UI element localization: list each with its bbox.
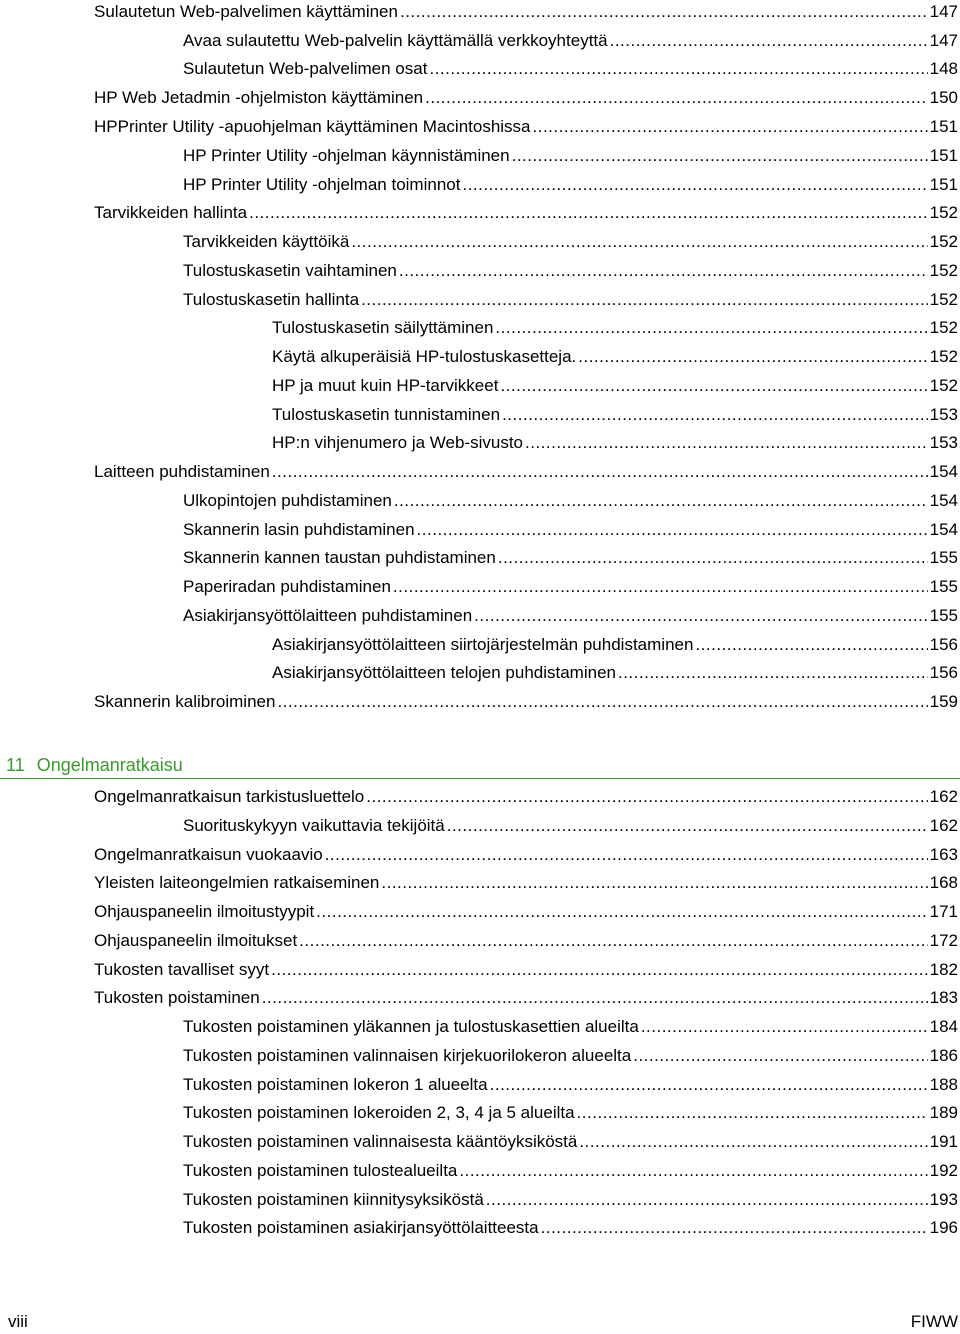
toc-entry[interactable] xyxy=(94,1,958,23)
dot-leader xyxy=(262,987,928,1009)
toc-entry-page: 152 xyxy=(929,347,958,366)
toc-entry-title: Tukosten poistaminen xyxy=(94,988,260,1007)
toc-entry[interactable] xyxy=(183,490,958,512)
toc-entry[interactable] xyxy=(183,289,958,311)
toc-entry[interactable] xyxy=(183,1189,958,1211)
dot-leader xyxy=(577,1102,928,1124)
toc-entry-title: HP:n vihjenumero ja Web-sivusto xyxy=(272,433,524,452)
dot-leader xyxy=(447,815,928,837)
toc-entry[interactable] xyxy=(183,815,958,837)
toc-entry-page: 154 xyxy=(929,491,958,510)
toc-entry[interactable] xyxy=(94,901,958,923)
dot-leader xyxy=(486,1189,928,1211)
toc-entry-page: 152 xyxy=(929,290,958,309)
toc-entry[interactable] xyxy=(94,691,958,713)
toc-entry-page: 171 xyxy=(929,902,958,921)
toc-entry[interactable] xyxy=(94,461,958,483)
toc-entry-title: Ongelmanratkaisun vuokaavio xyxy=(94,845,323,864)
toc-entry-title: Asiakirjansyöttölaitteen telojen puhdistaminen xyxy=(272,663,616,682)
toc-entry-page: 153 xyxy=(929,433,958,452)
toc-entry-page: 162 xyxy=(929,816,958,835)
toc-entry[interactable] xyxy=(272,375,958,397)
dot-leader xyxy=(277,691,927,713)
dot-leader xyxy=(695,634,927,656)
chapter-divider xyxy=(0,778,960,779)
toc-entry-title: Tukosten tavalliset syyt xyxy=(94,960,270,979)
toc-entry-title: Paperiradan puhdistaminen xyxy=(183,577,391,596)
toc-entry-page: 192 xyxy=(929,1161,958,1180)
toc-entry-page: 147 xyxy=(929,31,958,50)
toc-entry[interactable] xyxy=(94,786,958,808)
toc-entry-title: Skannerin kannen taustan puhdistaminen xyxy=(183,548,496,567)
toc-entry[interactable] xyxy=(183,1045,958,1067)
dot-leader xyxy=(498,547,928,569)
toc-entry[interactable] xyxy=(94,844,958,866)
toc-entry-page: 184 xyxy=(929,1017,958,1036)
toc-entry[interactable] xyxy=(272,432,958,454)
dot-leader xyxy=(541,1217,928,1239)
toc-entry-title: Tukosten poistaminen yläkannen ja tulostuskasettien alueilta xyxy=(183,1017,639,1036)
toc-entry[interactable] xyxy=(272,662,958,684)
toc-entry-page: 152 xyxy=(929,261,958,280)
toc-entry-title: Tulostuskasetin hallinta xyxy=(183,290,360,309)
toc-entry-page: 153 xyxy=(929,405,958,424)
toc-entry[interactable] xyxy=(94,116,958,138)
toc-entry-page: 151 xyxy=(929,146,958,165)
toc-entry-page: 154 xyxy=(929,520,958,539)
dot-leader xyxy=(272,461,928,483)
toc-entry[interactable] xyxy=(183,1131,958,1153)
toc-entry-title: Tukosten poistaminen lokeroiden 2, 3, 4 ja 5 alueilta xyxy=(183,1103,575,1122)
toc-entry[interactable] xyxy=(183,1160,958,1182)
toc-entry[interactable] xyxy=(183,519,958,541)
toc-entry-title: Tarvikkeiden hallinta xyxy=(94,203,248,222)
toc-entry[interactable] xyxy=(183,1074,958,1096)
dot-leader xyxy=(351,231,927,253)
dot-leader xyxy=(381,872,927,894)
toc-entry-page: 154 xyxy=(929,462,958,481)
toc-entry-page: 155 xyxy=(929,577,958,596)
dot-leader xyxy=(417,519,928,541)
toc-entry-page: 186 xyxy=(929,1046,958,1065)
dot-leader xyxy=(633,1045,927,1067)
toc-entry[interactable] xyxy=(272,346,958,368)
toc-entry-title: Avaa sulautettu Web-palvelin käyttämällä verkkoyhteyttä xyxy=(183,31,608,50)
dot-leader xyxy=(495,317,927,339)
toc-entry[interactable] xyxy=(183,30,958,52)
dot-leader xyxy=(325,844,928,866)
toc-entry-title: Tukosten poistaminen valinnaisesta kääntöyksiköstä xyxy=(183,1132,578,1151)
toc-entry[interactable] xyxy=(183,231,958,253)
toc-entry-page: 151 xyxy=(929,117,958,136)
toc-entry-title: Skannerin lasin puhdistaminen xyxy=(183,520,415,539)
toc-entry-title: Tukosten poistaminen valinnaisen kirjekuorilokeron alueelta xyxy=(183,1046,632,1065)
toc-entry-title: Skannerin kalibroiminen xyxy=(94,692,276,711)
toc-entry-title: Tulostuskasetin säilyttäminen xyxy=(272,318,494,337)
toc-entry-page: 148 xyxy=(929,59,958,78)
toc-entry-page: 163 xyxy=(929,845,958,864)
toc-entry-title: Käytä alkuperäisiä HP-tulostuskasetteja. xyxy=(272,347,577,366)
toc-entry-title: Tukosten poistaminen lokeron 1 alueelta xyxy=(183,1075,488,1094)
toc-entry[interactable] xyxy=(272,634,958,656)
toc-entry[interactable] xyxy=(272,317,958,339)
dot-leader xyxy=(361,289,928,311)
toc-entry-title: Sulautetun Web-palvelimen osat xyxy=(183,59,428,78)
toc-entry[interactable] xyxy=(183,1102,958,1124)
dot-leader xyxy=(579,1131,927,1153)
toc-entry[interactable] xyxy=(94,959,958,981)
toc-entry-page: 182 xyxy=(929,960,958,979)
toc-entry[interactable] xyxy=(183,260,958,282)
toc-entry-title: HP Printer Utility -ohjelman toiminnot xyxy=(183,175,461,194)
dot-leader xyxy=(502,404,928,426)
toc-entry-title: Tulostuskasetin tunnistaminen xyxy=(272,405,501,424)
toc-entry-title: Tukosten poistaminen kiinnitysyksiköstä xyxy=(183,1190,484,1209)
toc-entry-title: HP Printer Utility -ohjelman käynnistäminen xyxy=(183,146,510,165)
toc-entry[interactable] xyxy=(272,404,958,426)
dot-leader xyxy=(474,605,927,627)
toc-entry-title: Tukosten poistaminen tulostealueilta xyxy=(183,1161,458,1180)
toc-entry[interactable] xyxy=(94,202,958,224)
dot-leader xyxy=(500,375,927,397)
toc-entry-page: 150 xyxy=(929,88,958,107)
dot-leader xyxy=(394,490,928,512)
toc-entry-page: 147 xyxy=(929,2,958,21)
toc-entry-page: 152 xyxy=(929,203,958,222)
dot-leader xyxy=(618,662,928,684)
chapter-number: 11 xyxy=(6,755,25,775)
toc-entry-title: Tukosten poistaminen asiakirjansyöttölaitteesta xyxy=(183,1218,539,1237)
toc-entry-page: 189 xyxy=(929,1103,958,1122)
toc-entry-title: Asiakirjansyöttölaitteen puhdistaminen xyxy=(183,606,473,625)
toc-entry-page: 193 xyxy=(929,1190,958,1209)
chapter-title: Ongelmanratkaisu xyxy=(36,755,183,775)
toc-entry-title: Tulostuskasetin vaihtaminen xyxy=(183,261,397,280)
dot-leader xyxy=(525,432,928,454)
dot-leader xyxy=(490,1074,928,1096)
toc-entry-page: 196 xyxy=(929,1218,958,1237)
dot-leader xyxy=(641,1016,928,1038)
footer-region-code: FIWW xyxy=(910,1312,958,1331)
toc-entry-page: 151 xyxy=(929,175,958,194)
dot-leader xyxy=(533,116,928,138)
toc-entry-title: Ohjauspaneelin ilmoitukset xyxy=(94,931,298,950)
toc-entry-title: Sulautetun Web-palvelimen käyttäminen xyxy=(94,2,398,21)
toc-entry[interactable] xyxy=(183,576,958,598)
toc-entry-page: 172 xyxy=(929,931,958,950)
dot-leader xyxy=(366,786,927,808)
toc-entry-page: 183 xyxy=(929,988,958,1007)
toc-entry-title: HPPrinter Utility -apuohjelman käyttäminen Macintoshissa xyxy=(94,117,531,136)
toc-entry-page: 168 xyxy=(929,873,958,892)
dot-leader xyxy=(393,576,928,598)
toc-entry-page: 152 xyxy=(929,318,958,337)
toc-entry-page: 155 xyxy=(929,548,958,567)
toc-entry-title: Yleisten laiteongelmien ratkaiseminen xyxy=(94,873,380,892)
toc-entry-page: 191 xyxy=(929,1132,958,1151)
toc-entry-title: Suorituskykyyn vaikuttavia tekijöitä xyxy=(183,816,445,835)
dot-leader xyxy=(400,1,928,23)
dot-leader xyxy=(610,30,928,52)
toc-entry[interactable] xyxy=(94,987,958,1009)
dot-leader xyxy=(512,145,928,167)
dot-leader xyxy=(249,202,928,224)
toc-entry[interactable] xyxy=(183,58,958,80)
toc-entry-page: 152 xyxy=(929,232,958,251)
toc-entry-title: HP ja muut kuin HP-tarvikkeet xyxy=(272,376,499,395)
dot-leader xyxy=(399,260,928,282)
dot-leader xyxy=(316,901,927,923)
footer-page-number: viii xyxy=(8,1312,28,1331)
toc-entry[interactable] xyxy=(183,1016,958,1038)
dot-leader xyxy=(429,58,927,80)
toc-entry[interactable] xyxy=(94,930,958,952)
toc-entry-page: 156 xyxy=(929,663,958,682)
toc-entry-page: 156 xyxy=(929,635,958,654)
toc-entry-title: Ohjauspaneelin ilmoitustyypit xyxy=(94,902,315,921)
toc-entry[interactable] xyxy=(183,174,958,196)
toc-entry[interactable] xyxy=(94,872,958,894)
toc-entry-title: Asiakirjansyöttölaitteen siirtojärjestelmän puhdistaminen xyxy=(272,635,694,654)
toc-entry-page: 188 xyxy=(929,1075,958,1094)
toc-entry[interactable] xyxy=(94,87,958,109)
toc-entry-page: 152 xyxy=(929,376,958,395)
dot-leader xyxy=(578,346,927,368)
toc-entry-page: 162 xyxy=(929,787,958,806)
toc-entry[interactable] xyxy=(183,1217,958,1239)
toc-entry-title: Laitteen puhdistaminen xyxy=(94,462,270,481)
dot-leader xyxy=(462,174,927,196)
toc-entry-page: 159 xyxy=(929,692,958,711)
dot-leader xyxy=(425,87,927,109)
toc-entry-title: Tarvikkeiden käyttöikä xyxy=(183,232,350,251)
dot-leader xyxy=(299,930,927,952)
toc-entry-title: HP Web Jetadmin -ohjelmiston käyttäminen xyxy=(94,88,424,107)
toc-entry-title: Ongelmanratkaisun tarkistusluettelo xyxy=(94,787,365,806)
dot-leader xyxy=(459,1160,927,1182)
toc-entry-title: Ulkopintojen puhdistaminen xyxy=(183,491,392,510)
chapter-heading[interactable] xyxy=(6,753,183,777)
toc-entry[interactable] xyxy=(183,145,958,167)
toc-entry-page: 155 xyxy=(929,606,958,625)
toc-entry[interactable] xyxy=(183,547,958,569)
dot-leader xyxy=(271,959,928,981)
toc-entry[interactable] xyxy=(183,605,958,627)
